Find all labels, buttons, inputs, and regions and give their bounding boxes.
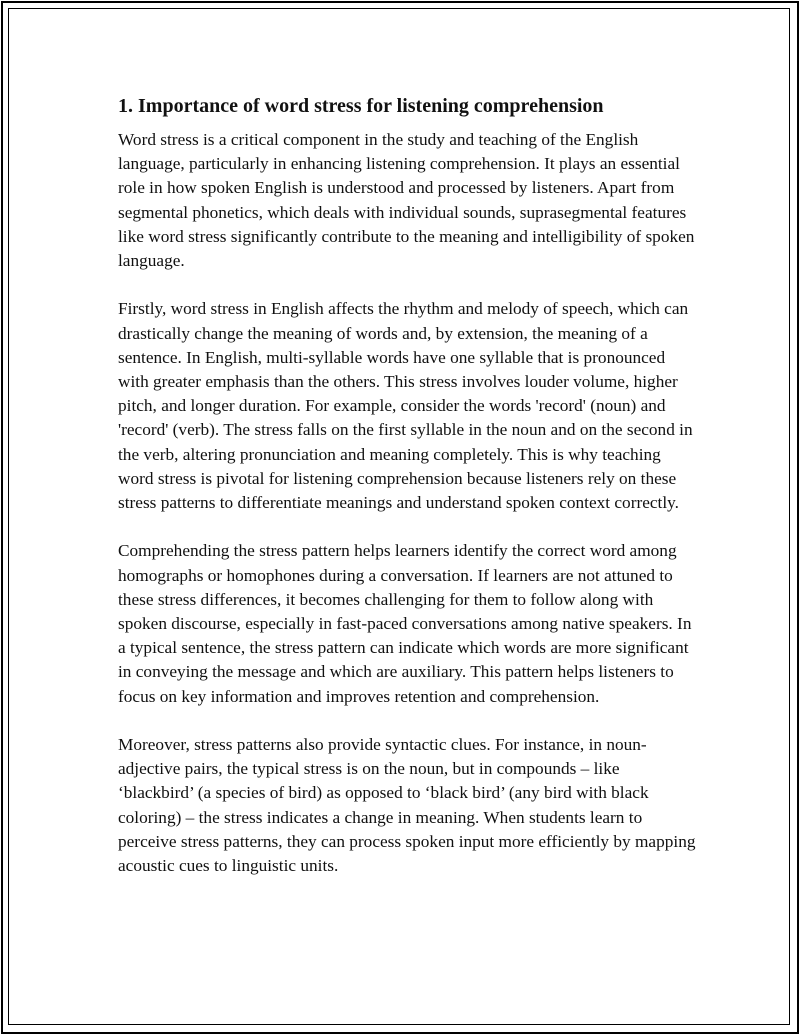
paragraph-1: Word stress is a critical component in the study and teaching of the English language, particularly in enhancing listening comprehension. It plays an essential role in how spoken English is understood and processed by listeners. Apart from segmental phonetics, which deals with individual sounds, suprasegmental features like word stress significantly contribute to the meaning and intelligibility of spoken language. <box>118 130 695 271</box>
paragraph-2: Firstly, word stress in English affects the rhythm and melody of speech, which can drastically change the meaning of words and, by extension, the meaning of a sentence. In English, multi-syllable words have one syllable that is pronounced with greater emphasis than the others. This stress involves louder volume, higher pitch, and longer duration. For example, consider the words 'record' (noun) and 'record' (verb). The stress falls on the first syllable in the noun and on the second in the verb, altering pronunciation and meaning completely. This is why teaching word stress is pivotal for listening comprehension because listeners rely on these stress patterns to differentiate meanings and understand spoken context correctly. <box>118 299 693 513</box>
paragraph-4: Moreover, stress patterns also provide syntactic clues. For instance, in noun-adjective pairs, the typical stress is on the noun, but in compounds – like ‘blackbird’ (a species of bird) as opposed to ‘black bird’ (any bird with black coloring) – the stress indicates a change in meaning. When students learn to perceive stress patterns, they can process spoken input more efficiently by mapping acoustic cues to linguistic units. <box>118 735 696 876</box>
document-body <box>118 92 698 902</box>
section-heading: 1. Importance of word stress for listening comprehension <box>118 95 604 117</box>
paragraph-3: Comprehending the stress pattern helps learners identify the correct word among homographs or homophones during a conversation. If learners are not attuned to these stress differences, it becomes challenging for them to follow along with spoken discourse, especially in fast-paced conversations among native speakers. In a typical sentence, the stress pattern can indicate which words are more significant in conveying the message and which are auxiliary. This pattern helps listeners to focus on key information and improves retention and comprehension. <box>118 541 692 706</box>
